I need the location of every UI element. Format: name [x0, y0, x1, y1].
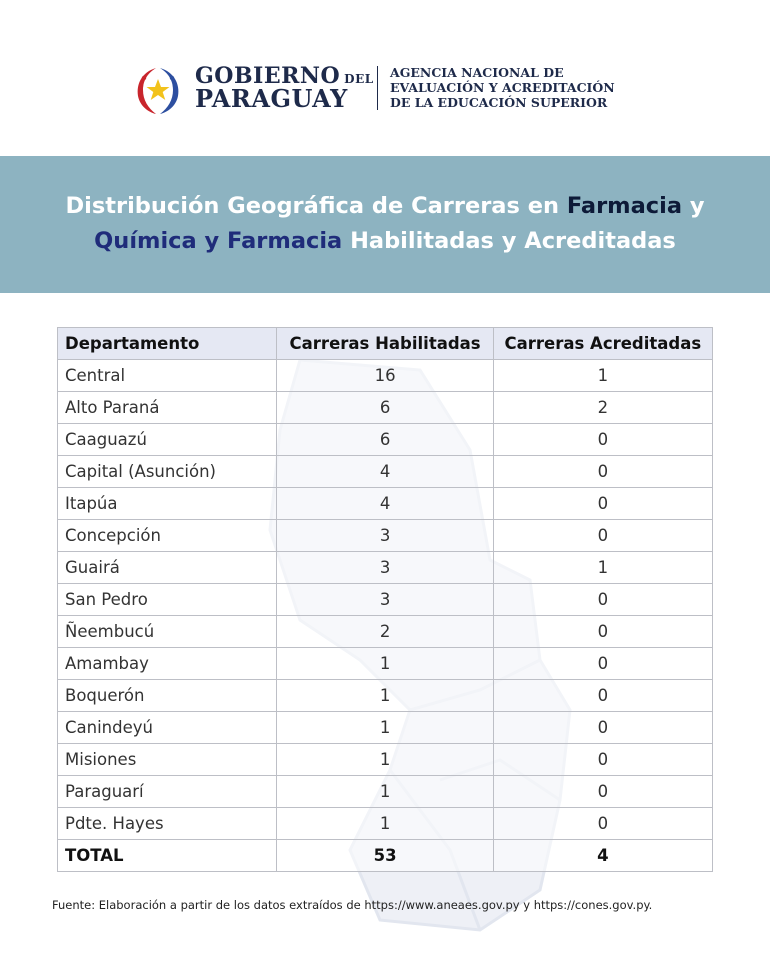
cell-acreditadas: 1	[493, 360, 712, 392]
cell-departamento: Amambay	[58, 648, 277, 680]
gov-name-word: GOBIERNO	[195, 63, 341, 89]
header-habilitadas: Carreras Habilitadas	[277, 328, 493, 360]
table-row	[58, 584, 713, 616]
header-departamento: Departamento	[58, 328, 277, 360]
cell-acreditadas: 0	[493, 648, 712, 680]
table-row	[58, 712, 713, 744]
title-highlight-quimica: Química y Farmacia	[94, 228, 343, 254]
title-text: y	[682, 193, 705, 219]
table-row	[58, 520, 713, 552]
title-text: Habilitadas y Acreditadas	[342, 228, 676, 254]
cell-habilitadas: 4	[277, 488, 493, 520]
cell-departamento: Central	[58, 360, 277, 392]
cell-habilitadas: 3	[277, 552, 493, 584]
table-row	[58, 456, 713, 488]
cell-habilitadas: 6	[277, 424, 493, 456]
cell-habilitadas: 16	[277, 360, 493, 392]
cell-habilitadas: 3	[277, 520, 493, 552]
cell-departamento: Itapúa	[58, 488, 277, 520]
table-row	[58, 360, 713, 392]
table-row	[58, 648, 713, 680]
cell-departamento: Caaguazú	[58, 424, 277, 456]
source-footnote: Fuente: Elaboración a partir de los datos extraídos de https://www.aneaes.gov.py y https://cones.gov.py.	[52, 898, 653, 912]
table-row	[58, 776, 713, 808]
table-row	[58, 616, 713, 648]
cell-habilitadas: 2	[277, 616, 493, 648]
cell-habilitadas: 3	[277, 584, 493, 616]
cell-acreditadas: 0	[493, 808, 712, 840]
title-text: Distribución Geográfica de Carreras en	[65, 193, 567, 219]
careers-table	[57, 327, 713, 872]
title-line-1	[0, 189, 770, 224]
title-line-2	[0, 224, 770, 259]
total-label: TOTAL	[58, 840, 277, 872]
cell-departamento: Concepción	[58, 520, 277, 552]
cell-acreditadas: 2	[493, 392, 712, 424]
cell-acreditadas: 0	[493, 584, 712, 616]
cell-habilitadas: 6	[277, 392, 493, 424]
cell-departamento: Canindeyú	[58, 712, 277, 744]
cell-acreditadas: 0	[493, 424, 712, 456]
total-acreditadas: 4	[493, 840, 712, 872]
total-habilitadas: 53	[277, 840, 493, 872]
table-total-row	[58, 840, 713, 872]
cell-departamento: Guairá	[58, 552, 277, 584]
table-row	[58, 488, 713, 520]
cell-acreditadas: 0	[493, 712, 712, 744]
cell-departamento: Alto Paraná	[58, 392, 277, 424]
cell-habilitadas: 1	[277, 808, 493, 840]
cell-habilitadas: 1	[277, 648, 493, 680]
government-name-line2: PARAGUAY	[195, 84, 348, 113]
gov-name-del: DEL	[344, 72, 374, 86]
government-seal-icon	[130, 62, 186, 118]
table-row	[58, 808, 713, 840]
cell-acreditadas: 0	[493, 744, 712, 776]
table-header-row	[58, 328, 713, 360]
table-row	[58, 744, 713, 776]
table-row	[58, 392, 713, 424]
agency-line-2: EVALUACIÓN Y ACREDITACIÓN	[390, 80, 615, 95]
header	[0, 0, 770, 155]
cell-departamento: Boquerón	[58, 680, 277, 712]
agency-name	[390, 65, 615, 110]
cell-habilitadas: 1	[277, 680, 493, 712]
cell-habilitadas: 1	[277, 744, 493, 776]
title-highlight-farmacia: Farmacia	[566, 193, 683, 219]
cell-acreditadas: 0	[493, 456, 712, 488]
cell-acreditadas: 0	[493, 488, 712, 520]
cell-acreditadas: 0	[493, 520, 712, 552]
cell-departamento: Pdte. Hayes	[58, 808, 277, 840]
table-row	[58, 552, 713, 584]
table-row	[58, 424, 713, 456]
cell-departamento: San Pedro	[58, 584, 277, 616]
cell-departamento: Capital (Asunción)	[58, 456, 277, 488]
header-divider	[377, 66, 378, 110]
header-acreditadas: Carreras Acreditadas	[493, 328, 712, 360]
cell-departamento: Ñeembucú	[58, 616, 277, 648]
page-title	[0, 189, 770, 259]
cell-habilitadas: 1	[277, 776, 493, 808]
cell-acreditadas: 0	[493, 680, 712, 712]
agency-line-3: DE LA EDUCACIÓN SUPERIOR	[390, 95, 608, 110]
table-row	[58, 680, 713, 712]
cell-acreditadas: 0	[493, 616, 712, 648]
cell-acreditadas: 0	[493, 776, 712, 808]
cell-departamento: Misiones	[58, 744, 277, 776]
agency-line-1: AGENCIA NACIONAL DE	[390, 65, 564, 80]
cell-habilitadas: 4	[277, 456, 493, 488]
cell-departamento: Paraguarí	[58, 776, 277, 808]
cell-habilitadas: 1	[277, 712, 493, 744]
cell-acreditadas: 1	[493, 552, 712, 584]
